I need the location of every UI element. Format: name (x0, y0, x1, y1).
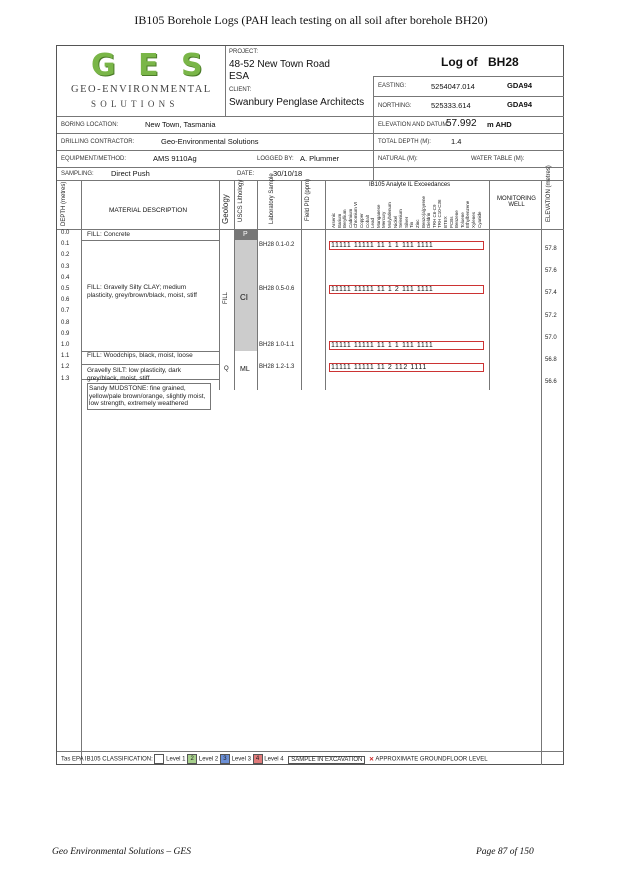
sample-4-id: BH28 1.2-1.3 (259, 364, 295, 370)
northing-datum: GDA94 (507, 100, 533, 109)
footer-page: Page 87 of 150 (476, 847, 534, 857)
sample-2-id: BH28 0.5-0.6 (259, 286, 295, 292)
easting-label: EASTING: (378, 83, 407, 89)
equipment-label: EQUIPMENT/METHOD: (61, 156, 127, 162)
document-title: IB105 Borehole Logs (PAH leach testing on all soil after borehole BH20) (134, 13, 488, 27)
analyte-header: BTEX (443, 216, 448, 228)
col-analyte-title: IB105 Analyte IL Exceedances (369, 182, 451, 188)
depth-tick: 0.8 (61, 319, 70, 326)
analyte-header: Cadmium (347, 208, 353, 228)
depth-tick: 0.1 (61, 241, 70, 248)
geology-fill: FILL (223, 291, 229, 304)
depth-tick: 0.6 (61, 297, 70, 304)
sample-3-id: BH28 1.0-1.1 (259, 342, 295, 348)
legend-approx: APPROXIMATE GROUNDFLOOR LEVEL (375, 756, 488, 763)
elev-tick: 56.6 (545, 379, 557, 386)
sample-1-id: BH28 0.1-0.2 (259, 242, 295, 248)
cross-icon: ✕ (368, 756, 375, 763)
analyte-header: Barium (336, 213, 342, 228)
logo-line1: GEO-ENVIRONMENTAL (71, 84, 212, 95)
legend-l3: Level 3 (231, 756, 251, 763)
equipment-value: AMS 9110Ag (153, 154, 197, 163)
uscs-ci: CI (240, 293, 248, 302)
col-depth: DEPTH (metres) (61, 181, 67, 226)
logged-by-value: A. Plummer (300, 154, 340, 163)
depth-tick: 0.0 (61, 230, 70, 236)
legend-l1-box (154, 754, 164, 764)
depth-tick: 0.5 (61, 286, 70, 292)
log-label: Log of (441, 55, 478, 69)
boring-location-label: BORING LOCATION: (61, 122, 119, 128)
layer-desc-5: Sandy MUDSTONE: fine grained, yellow/pale brown/orange, slightly moist, low strength, extremely weathered (87, 383, 211, 410)
legend-l2: Level 2 (198, 756, 219, 763)
legend (61, 754, 488, 764)
logo-letters: G E S (91, 48, 209, 83)
water-table-label: WATER TABLE (M): (471, 156, 525, 162)
borehole-log-sheet (56, 45, 564, 765)
legend-l1: Level 1 (166, 756, 186, 763)
col-elevation: ELEVATION (metres) (546, 165, 552, 222)
sample-cells-row: 11111 11111 11 1 1 111 1111 (329, 341, 484, 350)
depth-tick: 0.2 (61, 252, 70, 259)
analyte-header: Tin (409, 221, 415, 228)
sample-cells-row: 11111 11111 11 2 112 1111 (329, 363, 484, 372)
analyte-header: Nickel (392, 215, 398, 228)
footer-left: Geo Environmental Solutions – GES (52, 847, 191, 857)
legend-l4-box: 4 (253, 754, 263, 764)
sampling-value: Direct Push (111, 169, 150, 178)
elev-tick: 57.8 (545, 246, 557, 252)
elevation-unit: m AHD (487, 120, 512, 129)
col-material: MATERIAL DESCRIPTION (109, 207, 188, 214)
analyte-header: Chromium VI (353, 201, 359, 228)
col-lab: Laboratory Sample (269, 173, 275, 224)
analyte-header: Zinc (415, 219, 420, 228)
col-pid: Field PID (ppm) (305, 178, 311, 221)
depth-tick: 0.9 (61, 330, 70, 337)
layer-desc-2: FILL: Gravelly Silty CLAY; medium plasticity, grey/brown/black, moist, stiff (87, 284, 197, 299)
depth-tick: 1.0 (61, 342, 70, 348)
analyte-header: Ethylbenzene (465, 200, 471, 228)
drilling-value: Geo-Environmental Solutions (161, 137, 259, 146)
project-label: PROJECT: (229, 49, 259, 55)
project-value-1: 48-52 New Town Road (229, 59, 330, 70)
analyte-header: TRH C6-C9 (431, 204, 437, 228)
log-id: BH28 (488, 55, 519, 69)
analyte-header: Xylenes (471, 211, 476, 228)
depth-tick: 1.2 (61, 364, 70, 371)
elev-tick: 57.4 (545, 290, 557, 297)
analyte-header: Molybdenum (387, 202, 392, 228)
natural-label: NATURAL (M): (378, 156, 418, 162)
analyte-header: Cobalt (364, 214, 370, 228)
elevation-value: 57.992 (446, 118, 477, 129)
legend-label: Tas EPA IB105 CLASSIFICATION: (61, 756, 153, 763)
elev-tick: 56.8 (545, 357, 557, 363)
sampling-label: SAMPLING: (61, 171, 94, 177)
layer-desc-1: FILL: Concrete (87, 231, 130, 238)
elev-tick: 57.0 (545, 334, 557, 341)
legend-l4: Level 4 (264, 756, 284, 763)
northing-value: 525333.614 (431, 101, 471, 110)
geology-q: Q (224, 366, 229, 372)
analyte-header: Benzene (454, 210, 460, 228)
boring-location-value: New Town, Tasmania (145, 120, 216, 129)
uscs-p: P (243, 231, 248, 238)
total-depth-value: 1.4 (451, 137, 462, 146)
northing-label: NORTHING: (378, 103, 412, 109)
project-value-2: ESA (229, 71, 250, 82)
layer-desc-4: Gravelly SILT: low plasticity, dark grey/black, moist, stiff (87, 367, 182, 382)
legend-l2-box: 2 (187, 754, 197, 764)
col-monitoring: MONITORING WELL (497, 196, 536, 208)
analyte-header: Benzo(a)pyrene (420, 195, 426, 228)
logo-line2: S O L U T I O N S (91, 99, 176, 109)
depth-tick: 1.3 (61, 375, 70, 382)
analyte-header: Arsenic (331, 212, 336, 228)
analyte-header: Manganese (375, 204, 381, 228)
elev-tick: 57.2 (545, 312, 557, 319)
elev-tick: 57.6 (545, 268, 557, 275)
sample-cells-row: 11111 11111 11 1 2 111 1111 (329, 285, 484, 294)
col-geology: Geology (221, 194, 230, 224)
date-label: DATE: (237, 171, 255, 177)
analyte-header: Dieldrin (426, 212, 432, 228)
depth-tick: 0.4 (61, 274, 70, 281)
date-value: 30/10/18 (273, 169, 303, 178)
analyte-header: PCBs (448, 216, 454, 228)
legend-sample: SAMPLE IN EXCAVATION (288, 756, 365, 764)
total-depth-label: TOTAL DEPTH (M): (378, 139, 431, 145)
easting-value: 5254047.014 (431, 82, 475, 91)
analyte-header: Mercury (381, 211, 387, 228)
drilling-label: DRILLING CONTRACTOR: (61, 139, 135, 145)
uscs-ml: ML (240, 366, 250, 373)
easting-datum: GDA94 (507, 81, 533, 90)
logged-by-label: LOGGED BY: (257, 156, 294, 162)
analyte-header: Silver (403, 216, 409, 228)
analyte-header: Beryllium (342, 209, 348, 228)
analyte-header: Copper (359, 213, 364, 228)
analyte-header: Toluene (459, 212, 465, 228)
ges-logo (91, 48, 209, 83)
depth-tick: 1.1 (61, 353, 70, 360)
analyte-header: Cyanide (476, 211, 482, 228)
depth-tick: 0.3 (61, 263, 70, 270)
sample-cells-row: 11111 11111 11 1 1 111 1111 (329, 241, 484, 250)
elevation-label: ELEVATION AND DATUM: (378, 122, 450, 128)
analyte-header: Selenium (398, 209, 404, 228)
col-uscs: USCS Lithology (238, 179, 244, 222)
client-value: Swanbury Penglase Architects (229, 97, 365, 108)
layer-desc-3: FILL: Woodchips, black, moist, loose (87, 352, 193, 359)
legend-l3-box: 3 (220, 754, 230, 764)
client-label: CLIENT: (229, 87, 252, 93)
depth-tick: 0.7 (61, 308, 70, 315)
analyte-header: TRH C10-C36 (437, 199, 443, 228)
analyte-header: Lead (370, 217, 376, 228)
